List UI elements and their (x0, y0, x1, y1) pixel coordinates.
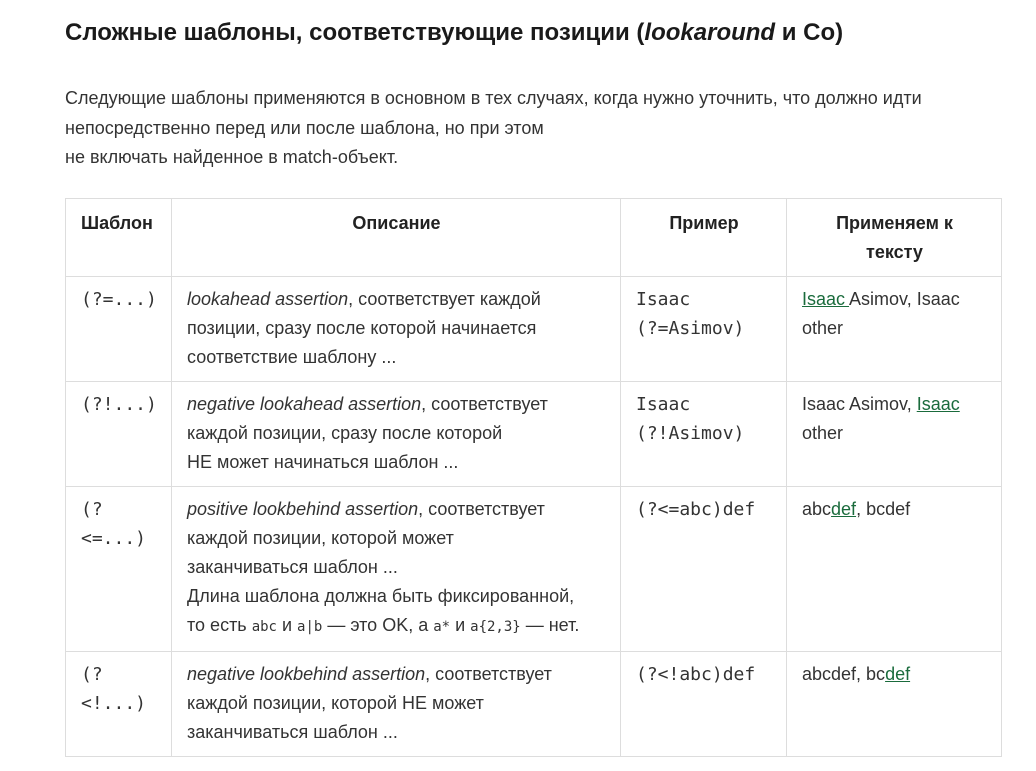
example-cell (621, 487, 787, 652)
intro-line-1: Следующие шаблоны применяются в основном в тех случаях, когда нужно уточнить, что должно идти (65, 88, 922, 108)
description-term: lookahead assertion (187, 289, 349, 309)
description-text: , соответствует (421, 394, 548, 414)
applied-cell (787, 487, 1002, 652)
description-line: заканчиваться шаблон ... (187, 557, 398, 577)
inline-code: abc (251, 619, 277, 635)
description-term: negative lookahead assertion (187, 394, 422, 414)
header-applied (787, 199, 1002, 277)
pattern-cell: (?=...) (66, 277, 172, 382)
match-highlight: def (831, 499, 857, 519)
description-line (187, 285, 606, 314)
table-body (66, 277, 1002, 757)
header-applied-line-2: тексту (866, 242, 923, 262)
description-text: , соответствует каждой (348, 289, 541, 309)
example-line: (?!Asimov) (636, 423, 745, 444)
example-line: Isaac (636, 289, 691, 310)
applied-text: Isaac Asimov, (802, 394, 917, 414)
description-line: каждой позиции, которой НЕ может (187, 693, 484, 713)
applied-cell (787, 277, 1002, 382)
heading-text-before: Сложные шаблоны, соответствующие позиции ( (65, 19, 645, 46)
description-term: negative lookbehind assertion (187, 664, 426, 684)
inline-code: a* (433, 619, 451, 635)
table-row (66, 652, 1002, 757)
example-cell (621, 277, 787, 382)
description-line (187, 611, 606, 642)
intro-paragraph (65, 84, 1025, 173)
description-line: каждой позиции, сразу после которой (187, 423, 503, 443)
example-line: (?<!abc)def (636, 664, 756, 685)
description-text: то есть (187, 615, 252, 635)
description-cell (172, 652, 621, 757)
pattern-cell: (?<!...) (66, 652, 172, 757)
inline-code: a|b (297, 619, 323, 635)
heading-text-italic: lookaround (644, 19, 776, 46)
description-text: , соответствует (425, 664, 552, 684)
description-line: соответствие шаблону ... (187, 347, 397, 367)
table-header-row (66, 199, 1002, 277)
description-line: позиции, сразу после которой начинается (187, 318, 537, 338)
description-text: — нет. (520, 615, 580, 635)
section-heading (65, 16, 843, 50)
description-line: каждой позиции, которой может (187, 528, 454, 548)
description-cell (172, 487, 621, 652)
heading-text-after: и Co) (775, 19, 844, 46)
description-text: и (450, 615, 471, 635)
applied-text: Asimov, Isaac (849, 289, 960, 309)
description-cell (172, 382, 621, 487)
example-line: (?<=abc)def (636, 499, 756, 520)
table-row (66, 382, 1002, 487)
description-line: заканчиваться шаблон ... (187, 722, 398, 742)
example-cell (621, 652, 787, 757)
description-line (187, 390, 606, 419)
inline-code: a{2,3} (470, 619, 521, 635)
table-header (66, 199, 1002, 277)
description-text: , соответствует (418, 499, 545, 519)
header-description: Описание (172, 199, 621, 277)
header-applied-line-1: Применяем к (836, 213, 953, 233)
applied-text: , bcdef (856, 499, 911, 519)
table-row (66, 277, 1002, 382)
description-cell (172, 277, 621, 382)
header-example: Пример (621, 199, 787, 277)
description-term: positive lookbehind assertion (187, 499, 419, 519)
lookaround-table (65, 198, 1002, 757)
header-pattern: Шаблон (66, 199, 172, 277)
intro-line-3: не включать найденное в match-объект. (65, 147, 399, 167)
example-line: Isaac (636, 394, 691, 415)
applied-text: abcdef, bc (802, 664, 886, 684)
applied-cell (787, 382, 1002, 487)
table-row (66, 487, 1002, 652)
example-cell (621, 382, 787, 487)
pattern-cell: (?<=...) (66, 487, 172, 652)
match-highlight: def (885, 664, 911, 684)
intro-line-2: непосредственно перед или после шаблона, но при этом (65, 117, 544, 138)
description-line: Длина шаблона должна быть фиксированной, (187, 586, 575, 606)
example-line: (?=Asimov) (636, 318, 745, 339)
description-line (187, 660, 606, 689)
description-line: НЕ может начинаться шаблон ... (187, 452, 459, 472)
description-text: — это OK, а (322, 615, 434, 635)
description-line (187, 495, 606, 524)
description-text: и (276, 615, 298, 635)
match-highlight: Isaac (802, 289, 850, 309)
applied-cell (787, 652, 1002, 757)
applied-text: other (802, 318, 844, 338)
pattern-cell: (?!...) (66, 382, 172, 487)
applied-text: other (802, 423, 844, 443)
match-highlight: Isaac (916, 394, 960, 414)
applied-text: abc (802, 499, 832, 519)
